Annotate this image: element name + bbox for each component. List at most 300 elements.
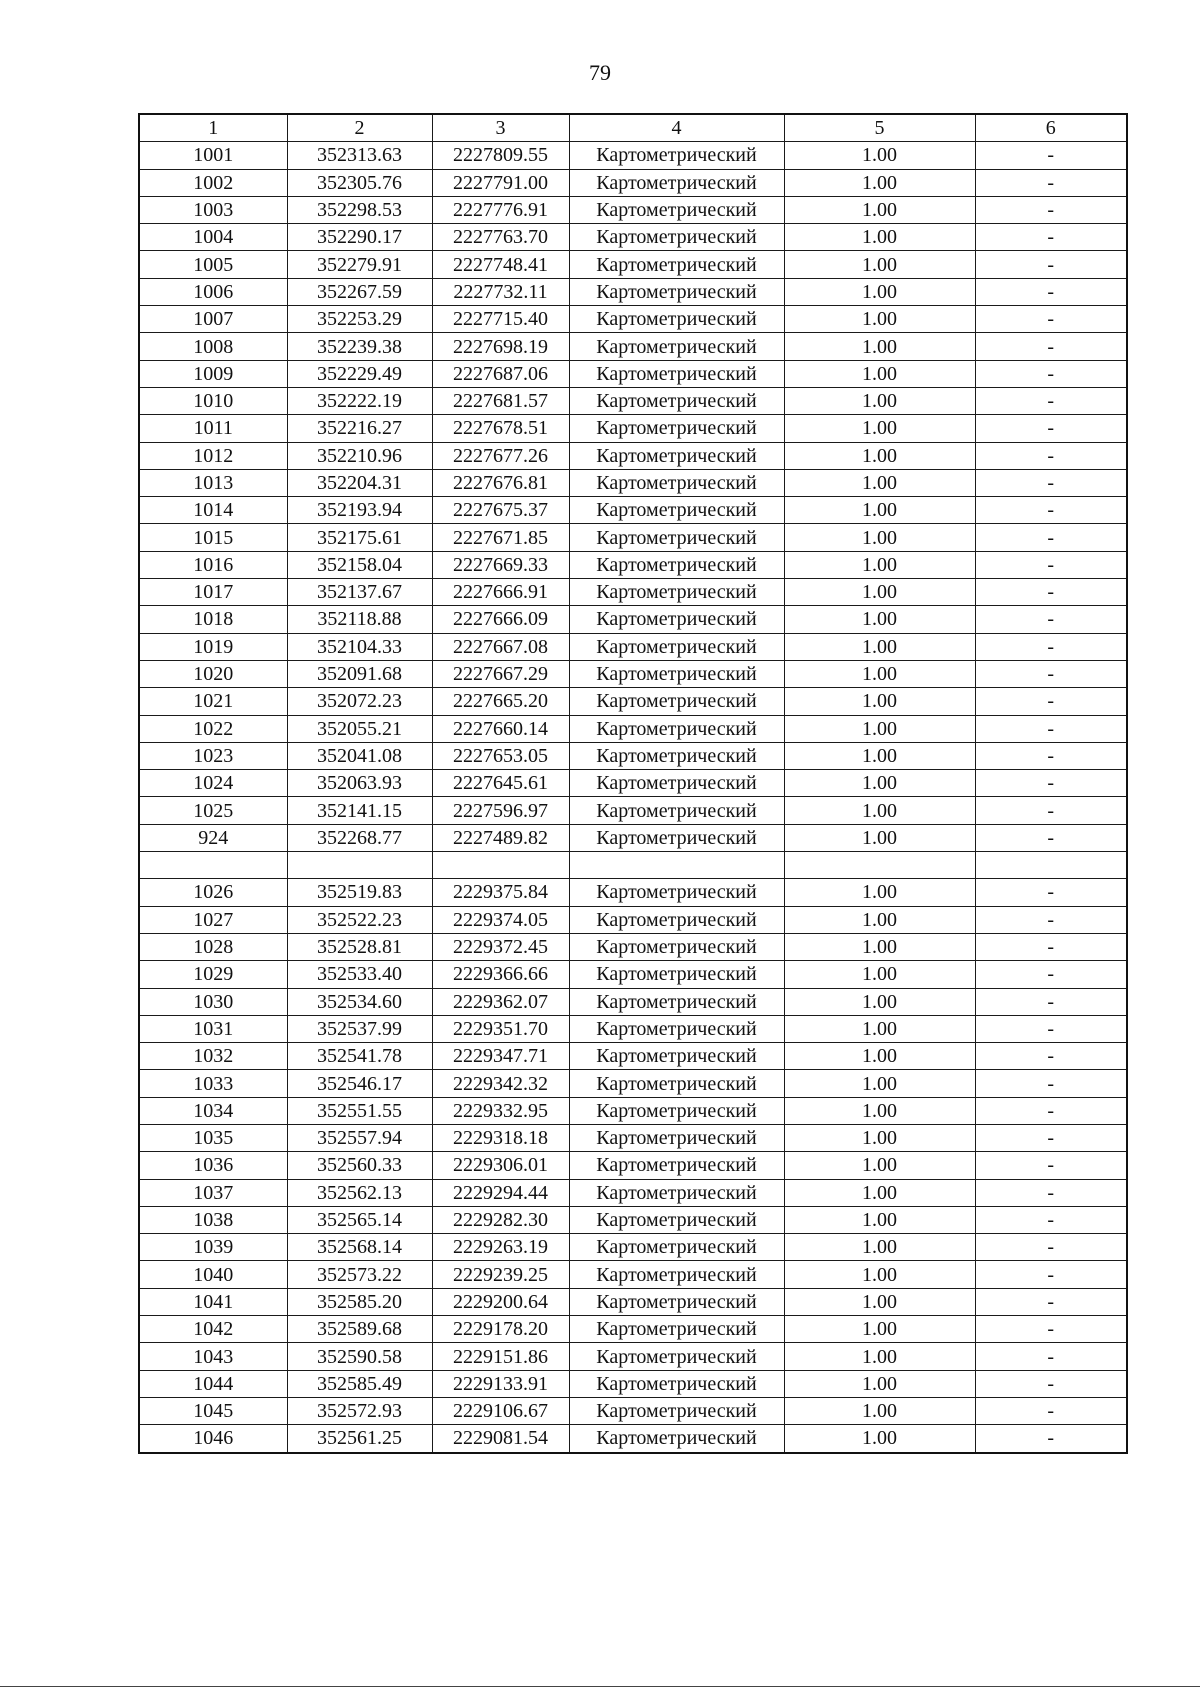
note-cell: - — [975, 742, 1127, 769]
method-cell: Картометрический — [569, 1043, 784, 1070]
table-row — [139, 224, 1127, 251]
coordinate-y-cell: 2227677.26 — [432, 442, 569, 469]
coordinate-y-cell: 2227489.82 — [432, 824, 569, 851]
accuracy-cell: 1.00 — [784, 1397, 975, 1424]
table-row — [139, 933, 1127, 960]
table-row — [139, 415, 1127, 442]
point-number-cell: 1004 — [139, 224, 287, 251]
coordinate-x-cell: 352253.29 — [287, 306, 432, 333]
coordinate-x-cell: 352204.31 — [287, 469, 432, 496]
coordinate-y-cell: 2229306.01 — [432, 1152, 569, 1179]
coordinate-x-cell: 352118.88 — [287, 606, 432, 633]
coordinate-x-cell: 352216.27 — [287, 415, 432, 442]
note-cell: - — [975, 1015, 1127, 1042]
coordinate-x-cell: 352519.83 — [287, 879, 432, 906]
coordinate-y-cell: 2227666.91 — [432, 579, 569, 606]
point-number-cell: 1011 — [139, 415, 287, 442]
accuracy-cell: 1.00 — [784, 442, 975, 469]
table-row — [139, 497, 1127, 524]
method-cell: Картометрический — [569, 988, 784, 1015]
table-row — [139, 770, 1127, 797]
accuracy-cell: 1.00 — [784, 251, 975, 278]
point-number-cell: 1006 — [139, 278, 287, 305]
coordinate-y-cell: 2227687.06 — [432, 360, 569, 387]
table-row — [139, 633, 1127, 660]
table-row — [139, 142, 1127, 169]
point-number-cell: 1007 — [139, 306, 287, 333]
coordinate-x-cell: 352267.59 — [287, 278, 432, 305]
table-row — [139, 1234, 1127, 1261]
column-header-6: 6 — [975, 114, 1127, 142]
note-cell: - — [975, 1124, 1127, 1151]
table-row — [139, 742, 1127, 769]
accuracy-cell: 1.00 — [784, 415, 975, 442]
point-number-cell — [139, 852, 287, 879]
note-cell: - — [975, 1070, 1127, 1097]
table-row — [139, 879, 1127, 906]
method-cell: Картометрический — [569, 469, 784, 496]
accuracy-cell: 1.00 — [784, 360, 975, 387]
coordinate-x-cell: 352229.49 — [287, 360, 432, 387]
column-header-2: 2 — [287, 114, 432, 142]
method-cell: Картометрический — [569, 633, 784, 660]
coordinate-y-cell: 2229151.86 — [432, 1343, 569, 1370]
coordinate-x-cell: 352041.08 — [287, 742, 432, 769]
accuracy-cell: 1.00 — [784, 1425, 975, 1453]
note-cell: - — [975, 251, 1127, 278]
method-cell: Картометрический — [569, 169, 784, 196]
coordinate-y-cell: 2227645.61 — [432, 770, 569, 797]
table-row — [139, 1043, 1127, 1070]
coordinate-x-cell: 352522.23 — [287, 906, 432, 933]
point-number-cell: 1039 — [139, 1234, 287, 1261]
coordinate-y-cell: 2229282.30 — [432, 1206, 569, 1233]
table-row — [139, 988, 1127, 1015]
accuracy-cell: 1.00 — [784, 469, 975, 496]
coordinate-y-cell: 2227748.41 — [432, 251, 569, 278]
point-number-cell: 1041 — [139, 1288, 287, 1315]
coordinate-y-cell: 2229294.44 — [432, 1179, 569, 1206]
method-cell: Картометрический — [569, 251, 784, 278]
accuracy-cell: 1.00 — [784, 524, 975, 551]
accuracy-cell: 1.00 — [784, 551, 975, 578]
method-cell: Картометрический — [569, 224, 784, 251]
accuracy-cell: 1.00 — [784, 1261, 975, 1288]
accuracy-cell: 1.00 — [784, 1316, 975, 1343]
coordinate-y-cell: 2227678.51 — [432, 415, 569, 442]
coordinate-y-cell: 2229239.25 — [432, 1261, 569, 1288]
table-row — [139, 469, 1127, 496]
method-cell — [569, 852, 784, 879]
coordinate-x-cell: 352572.93 — [287, 1397, 432, 1424]
accuracy-cell: 1.00 — [784, 742, 975, 769]
point-number-cell: 1033 — [139, 1070, 287, 1097]
coordinate-y-cell: 2229178.20 — [432, 1316, 569, 1343]
method-cell: Картометрический — [569, 1397, 784, 1424]
table-row — [139, 196, 1127, 223]
coordinate-x-cell: 352568.14 — [287, 1234, 432, 1261]
accuracy-cell: 1.00 — [784, 1206, 975, 1233]
accuracy-cell: 1.00 — [784, 688, 975, 715]
coordinate-x-cell: 352534.60 — [287, 988, 432, 1015]
accuracy-cell: 1.00 — [784, 333, 975, 360]
note-cell: - — [975, 988, 1127, 1015]
accuracy-cell: 1.00 — [784, 715, 975, 742]
coordinate-x-cell: 352055.21 — [287, 715, 432, 742]
table-row — [139, 1124, 1127, 1151]
table-row — [139, 1261, 1127, 1288]
coordinate-x-cell: 352158.04 — [287, 551, 432, 578]
coordinate-y-cell: 2229351.70 — [432, 1015, 569, 1042]
coordinate-y-cell: 2227669.33 — [432, 551, 569, 578]
point-number-cell: 1016 — [139, 551, 287, 578]
note-cell: - — [975, 1152, 1127, 1179]
column-header-5: 5 — [784, 114, 975, 142]
method-cell: Картометрический — [569, 606, 784, 633]
coordinate-y-cell: 2229318.18 — [432, 1124, 569, 1151]
column-header-3: 3 — [432, 114, 569, 142]
method-cell: Картометрический — [569, 142, 784, 169]
method-cell: Картометрический — [569, 524, 784, 551]
accuracy-cell: 1.00 — [784, 278, 975, 305]
accuracy-cell: 1.00 — [784, 579, 975, 606]
table-row — [139, 688, 1127, 715]
table-row — [139, 1152, 1127, 1179]
table-body — [139, 142, 1127, 1453]
coordinate-x-cell: 352072.23 — [287, 688, 432, 715]
method-cell: Картометрический — [569, 660, 784, 687]
accuracy-cell: 1.00 — [784, 1152, 975, 1179]
coordinate-y-cell: 2227666.09 — [432, 606, 569, 633]
note-cell: - — [975, 1261, 1127, 1288]
note-cell: - — [975, 633, 1127, 660]
note-cell: - — [975, 169, 1127, 196]
point-number-cell: 1034 — [139, 1097, 287, 1124]
note-cell: - — [975, 278, 1127, 305]
point-number-cell: 1042 — [139, 1316, 287, 1343]
accuracy-cell: 1.00 — [784, 1370, 975, 1397]
method-cell: Картометрический — [569, 1261, 784, 1288]
note-cell: - — [975, 1097, 1127, 1124]
note-cell — [975, 852, 1127, 879]
table-row — [139, 1015, 1127, 1042]
accuracy-cell: 1.00 — [784, 933, 975, 960]
coordinate-y-cell: 2229332.95 — [432, 1097, 569, 1124]
table-row — [139, 442, 1127, 469]
note-cell: - — [975, 961, 1127, 988]
note-cell: - — [975, 224, 1127, 251]
method-cell: Картометрический — [569, 1070, 784, 1097]
coordinate-y-cell: 2227676.81 — [432, 469, 569, 496]
coordinate-y-cell: 2227732.11 — [432, 278, 569, 305]
point-number-cell: 1040 — [139, 1261, 287, 1288]
coordinate-y-cell: 2229263.19 — [432, 1234, 569, 1261]
point-number-cell: 924 — [139, 824, 287, 851]
note-cell: - — [975, 469, 1127, 496]
method-cell: Картометрический — [569, 742, 784, 769]
point-number-cell: 1030 — [139, 988, 287, 1015]
note-cell: - — [975, 142, 1127, 169]
accuracy-cell: 1.00 — [784, 196, 975, 223]
method-cell: Картометрический — [569, 879, 784, 906]
table-row — [139, 660, 1127, 687]
point-number-cell: 1024 — [139, 770, 287, 797]
note-cell: - — [975, 715, 1127, 742]
note-cell: - — [975, 196, 1127, 223]
point-number-cell: 1035 — [139, 1124, 287, 1151]
point-number-cell: 1002 — [139, 169, 287, 196]
page-number: 79 — [589, 60, 611, 85]
column-header-4: 4 — [569, 114, 784, 142]
point-number-cell: 1019 — [139, 633, 287, 660]
point-number-cell: 1017 — [139, 579, 287, 606]
note-cell: - — [975, 824, 1127, 851]
coordinate-y-cell: 2229081.54 — [432, 1425, 569, 1453]
method-cell: Картометрический — [569, 551, 784, 578]
coordinate-x-cell: 352239.38 — [287, 333, 432, 360]
coordinate-x-cell: 352589.68 — [287, 1316, 432, 1343]
accuracy-cell: 1.00 — [784, 660, 975, 687]
table-row — [139, 360, 1127, 387]
accuracy-cell: 1.00 — [784, 224, 975, 251]
table-row — [139, 797, 1127, 824]
accuracy-cell: 1.00 — [784, 606, 975, 633]
method-cell: Картометрический — [569, 333, 784, 360]
accuracy-cell: 1.00 — [784, 1015, 975, 1042]
coordinate-y-cell: 2229366.66 — [432, 961, 569, 988]
method-cell: Картометрический — [569, 1206, 784, 1233]
coordinate-x-cell — [287, 852, 432, 879]
method-cell: Картометрический — [569, 824, 784, 851]
coordinate-y-cell: 2227671.85 — [432, 524, 569, 551]
table-row — [139, 715, 1127, 742]
table-row — [139, 1097, 1127, 1124]
note-cell: - — [975, 906, 1127, 933]
point-number-cell: 1038 — [139, 1206, 287, 1233]
table-row — [139, 524, 1127, 551]
method-cell: Картометрический — [569, 1370, 784, 1397]
point-number-cell: 1027 — [139, 906, 287, 933]
coordinate-y-cell: 2227665.20 — [432, 688, 569, 715]
point-number-cell: 1003 — [139, 196, 287, 223]
note-cell: - — [975, 1179, 1127, 1206]
point-number-cell: 1044 — [139, 1370, 287, 1397]
note-cell: - — [975, 524, 1127, 551]
coordinate-x-cell: 352104.33 — [287, 633, 432, 660]
point-number-cell: 1008 — [139, 333, 287, 360]
coordinate-x-cell: 352063.93 — [287, 770, 432, 797]
accuracy-cell: 1.00 — [784, 1124, 975, 1151]
coordinate-y-cell: 2229374.05 — [432, 906, 569, 933]
point-number-cell: 1031 — [139, 1015, 287, 1042]
point-number-cell: 1025 — [139, 797, 287, 824]
method-cell: Картометрический — [569, 797, 784, 824]
note-cell: - — [975, 387, 1127, 414]
note-cell: - — [975, 1288, 1127, 1315]
coordinate-y-cell: 2227653.05 — [432, 742, 569, 769]
table-row — [139, 306, 1127, 333]
coordinate-x-cell: 352137.67 — [287, 579, 432, 606]
coordinate-y-cell: 2229342.32 — [432, 1070, 569, 1097]
accuracy-cell: 1.00 — [784, 1070, 975, 1097]
coordinate-x-cell: 352305.76 — [287, 169, 432, 196]
accuracy-cell: 1.00 — [784, 1179, 975, 1206]
coordinate-x-cell: 352222.19 — [287, 387, 432, 414]
accuracy-cell: 1.00 — [784, 497, 975, 524]
accuracy-cell: 1.00 — [784, 142, 975, 169]
accuracy-cell: 1.00 — [784, 169, 975, 196]
point-number-cell: 1043 — [139, 1343, 287, 1370]
point-number-cell: 1018 — [139, 606, 287, 633]
method-cell: Картометрический — [569, 1097, 784, 1124]
table-row — [139, 251, 1127, 278]
table-row — [139, 906, 1127, 933]
table-row — [139, 169, 1127, 196]
coordinate-y-cell: 2227763.70 — [432, 224, 569, 251]
table-row — [139, 333, 1127, 360]
method-cell: Картометрический — [569, 442, 784, 469]
coordinate-x-cell: 352560.33 — [287, 1152, 432, 1179]
method-cell: Картометрический — [569, 415, 784, 442]
coordinate-y-cell: 2227776.91 — [432, 196, 569, 223]
note-cell: - — [975, 306, 1127, 333]
note-cell: - — [975, 497, 1127, 524]
accuracy-cell: 1.00 — [784, 1234, 975, 1261]
method-cell: Картометрический — [569, 688, 784, 715]
point-number-cell: 1005 — [139, 251, 287, 278]
note-cell: - — [975, 770, 1127, 797]
note-cell: - — [975, 688, 1127, 715]
coordinate-y-cell: 2229133.91 — [432, 1370, 569, 1397]
method-cell: Картометрический — [569, 1015, 784, 1042]
coordinate-y-cell: 2229347.71 — [432, 1043, 569, 1070]
table-header-row — [139, 114, 1127, 142]
note-cell: - — [975, 333, 1127, 360]
coordinate-x-cell: 352528.81 — [287, 933, 432, 960]
table-row — [139, 579, 1127, 606]
method-cell: Картометрический — [569, 1316, 784, 1343]
coordinate-x-cell: 352546.17 — [287, 1070, 432, 1097]
coordinate-x-cell: 352561.25 — [287, 1425, 432, 1453]
coordinate-x-cell: 352091.68 — [287, 660, 432, 687]
coordinate-y-cell: 2229362.07 — [432, 988, 569, 1015]
point-number-cell: 1020 — [139, 660, 287, 687]
coordinate-x-cell: 352585.49 — [287, 1370, 432, 1397]
point-number-cell: 1012 — [139, 442, 287, 469]
point-number-cell: 1014 — [139, 497, 287, 524]
note-cell: - — [975, 1234, 1127, 1261]
accuracy-cell: 1.00 — [784, 1043, 975, 1070]
coordinate-x-cell: 352562.13 — [287, 1179, 432, 1206]
table-row — [139, 852, 1127, 879]
method-cell: Картометрический — [569, 1124, 784, 1151]
method-cell: Картометрический — [569, 770, 784, 797]
method-cell: Картометрический — [569, 1234, 784, 1261]
note-cell: - — [975, 606, 1127, 633]
note-cell: - — [975, 415, 1127, 442]
coordinate-y-cell — [432, 852, 569, 879]
coordinate-y-cell: 2227809.55 — [432, 142, 569, 169]
coordinate-y-cell: 2227715.40 — [432, 306, 569, 333]
point-number-cell: 1029 — [139, 961, 287, 988]
method-cell: Картометрический — [569, 1425, 784, 1453]
accuracy-cell: 1.00 — [784, 797, 975, 824]
coordinate-y-cell: 2229372.45 — [432, 933, 569, 960]
coordinate-x-cell: 352537.99 — [287, 1015, 432, 1042]
accuracy-cell: 1.00 — [784, 1288, 975, 1315]
table-row — [139, 1370, 1127, 1397]
accuracy-cell: 1.00 — [784, 988, 975, 1015]
point-number-cell: 1046 — [139, 1425, 287, 1453]
note-cell: - — [975, 1397, 1127, 1424]
point-number-cell: 1022 — [139, 715, 287, 742]
coordinate-y-cell: 2227667.08 — [432, 633, 569, 660]
table-row — [139, 278, 1127, 305]
coordinate-y-cell: 2227675.37 — [432, 497, 569, 524]
note-cell: - — [975, 442, 1127, 469]
coordinate-x-cell: 352279.91 — [287, 251, 432, 278]
table-row — [139, 551, 1127, 578]
method-cell: Картометрический — [569, 715, 784, 742]
table-row — [139, 1070, 1127, 1097]
column-header-1: 1 — [139, 114, 287, 142]
coordinate-x-cell: 352193.94 — [287, 497, 432, 524]
method-cell: Картометрический — [569, 360, 784, 387]
note-cell: - — [975, 1316, 1127, 1343]
point-number-cell: 1010 — [139, 387, 287, 414]
method-cell: Картометрический — [569, 497, 784, 524]
note-cell: - — [975, 1206, 1127, 1233]
point-number-cell: 1028 — [139, 933, 287, 960]
coordinate-x-cell: 352541.78 — [287, 1043, 432, 1070]
note-cell: - — [975, 879, 1127, 906]
coordinate-y-cell: 2227681.57 — [432, 387, 569, 414]
table-row — [139, 1397, 1127, 1424]
table-row — [139, 387, 1127, 414]
method-cell: Картометрический — [569, 933, 784, 960]
table-row — [139, 1288, 1127, 1315]
note-cell: - — [975, 933, 1127, 960]
point-number-cell: 1013 — [139, 469, 287, 496]
coordinate-x-cell: 352590.58 — [287, 1343, 432, 1370]
accuracy-cell: 1.00 — [784, 824, 975, 851]
method-cell: Картометрический — [569, 306, 784, 333]
method-cell: Картометрический — [569, 1179, 784, 1206]
coordinate-y-cell: 2227596.97 — [432, 797, 569, 824]
method-cell: Картометрический — [569, 579, 784, 606]
method-cell: Картометрический — [569, 906, 784, 933]
point-number-cell: 1015 — [139, 524, 287, 551]
table-row — [139, 1316, 1127, 1343]
method-cell: Картометрический — [569, 1288, 784, 1315]
method-cell: Картометрический — [569, 387, 784, 414]
note-cell: - — [975, 579, 1127, 606]
coordinate-y-cell: 2227660.14 — [432, 715, 569, 742]
coordinate-x-cell: 352565.14 — [287, 1206, 432, 1233]
point-number-cell: 1009 — [139, 360, 287, 387]
point-number-cell: 1001 — [139, 142, 287, 169]
coordinate-y-cell: 2227667.29 — [432, 660, 569, 687]
coordinate-x-cell: 352557.94 — [287, 1124, 432, 1151]
accuracy-cell: 1.00 — [784, 879, 975, 906]
note-cell: - — [975, 1425, 1127, 1453]
coordinates-table — [138, 113, 1128, 1454]
coordinate-x-cell: 352533.40 — [287, 961, 432, 988]
coordinate-x-cell: 352585.20 — [287, 1288, 432, 1315]
table-row — [139, 961, 1127, 988]
coordinate-x-cell: 352268.77 — [287, 824, 432, 851]
method-cell: Картометрический — [569, 961, 784, 988]
